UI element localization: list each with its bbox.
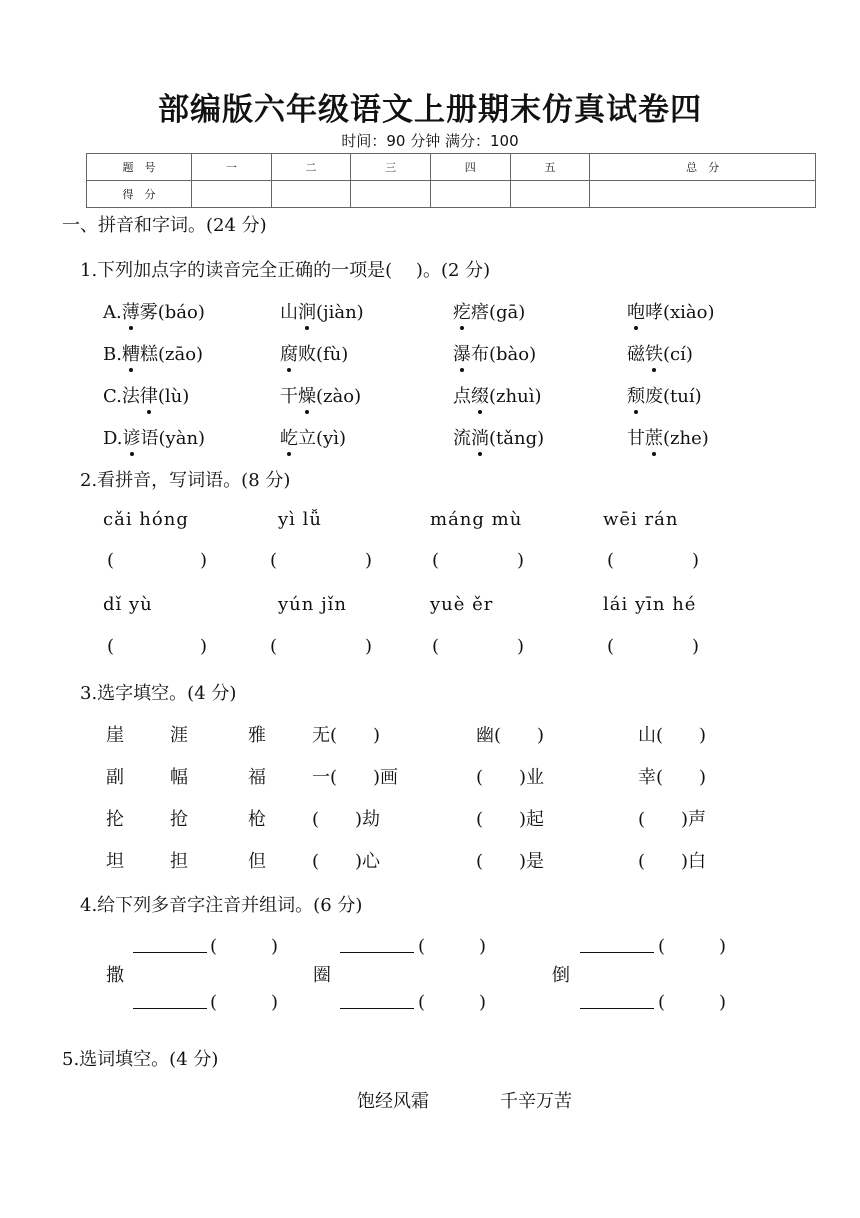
answer-input[interactable] bbox=[448, 548, 513, 574]
choice-char: 涯 bbox=[170, 725, 188, 746]
answer-input[interactable] bbox=[286, 548, 361, 574]
choice-char: 福 bbox=[248, 767, 266, 788]
word-paren[interactable]: ( ) bbox=[658, 992, 727, 1013]
score-entry-cell[interactable] bbox=[192, 181, 272, 208]
score-table-cell: 四 bbox=[430, 154, 510, 181]
option-rest: 瘩(gā) bbox=[471, 302, 526, 323]
option-rest: 语(yàn) bbox=[140, 428, 206, 449]
option-item bbox=[627, 424, 709, 450]
option-prefix: 干 bbox=[280, 386, 298, 407]
fill-blank[interactable]: ( )业 bbox=[476, 767, 545, 788]
answer-paren-close: ) bbox=[692, 550, 700, 571]
fill-blank[interactable]: 无( ) bbox=[312, 725, 381, 746]
score-entry-cell[interactable] bbox=[271, 181, 351, 208]
score-entry-cell[interactable] bbox=[430, 181, 510, 208]
option-rest: (tǎng) bbox=[489, 428, 545, 449]
choice-char: 抢 bbox=[170, 809, 188, 830]
pinyin-prompt: dǐ yù bbox=[103, 594, 153, 615]
dotted-char: 颓 bbox=[627, 382, 645, 408]
answer-paren-open: ( bbox=[607, 550, 615, 571]
option-rest: 败(fù) bbox=[298, 344, 349, 365]
answer-paren-close: ) bbox=[200, 636, 208, 657]
question-stem: 3.选字填空。(4 分) bbox=[80, 683, 237, 704]
option-rest: (zào) bbox=[316, 386, 362, 407]
option-rest: (lù) bbox=[157, 386, 190, 407]
pinyin-blank[interactable] bbox=[580, 990, 654, 1009]
option-prefix: 点 bbox=[453, 386, 471, 407]
dotted-char: 腐 bbox=[280, 340, 298, 366]
option-item bbox=[280, 298, 364, 324]
choice-char: 抡 bbox=[106, 809, 124, 830]
fill-blank[interactable]: 一( )画 bbox=[312, 767, 399, 788]
polyphone-char: 撒 bbox=[106, 965, 124, 986]
dotted-char: 薄 bbox=[122, 298, 140, 324]
word-paren[interactable]: ( ) bbox=[418, 936, 487, 957]
answer-paren-close: ) bbox=[200, 550, 208, 571]
option-item bbox=[280, 340, 348, 366]
word-paren[interactable]: ( ) bbox=[210, 992, 279, 1013]
option-rest: (zhe) bbox=[663, 428, 709, 449]
option-item bbox=[627, 298, 715, 324]
answer-input[interactable] bbox=[123, 548, 196, 574]
answer-paren-close: ) bbox=[517, 550, 525, 571]
polyphone-char: 圈 bbox=[313, 965, 331, 986]
option-item bbox=[627, 340, 693, 366]
pinyin-prompt: yuè ěr bbox=[430, 594, 494, 615]
score-table-score-row bbox=[87, 181, 816, 208]
choice-char: 幅 bbox=[170, 767, 188, 788]
score-entry-cell[interactable] bbox=[351, 181, 431, 208]
answer-paren-open: ( bbox=[107, 636, 115, 657]
section-heading: 一、拼音和字词。(24 分) bbox=[62, 215, 267, 236]
score-table bbox=[86, 153, 816, 208]
score-table-cell: 五 bbox=[510, 154, 590, 181]
fill-blank[interactable]: ( )白 bbox=[638, 851, 707, 872]
option-item bbox=[280, 424, 346, 450]
fill-blank[interactable]: ( )声 bbox=[638, 809, 707, 830]
word-paren[interactable]: ( ) bbox=[418, 992, 487, 1013]
pinyin-prompt: cǎi hóng bbox=[103, 509, 189, 530]
answer-paren-close: ) bbox=[365, 636, 373, 657]
option-prefix: D. bbox=[103, 428, 123, 449]
dotted-char: 缀 bbox=[471, 382, 489, 408]
answer-input[interactable] bbox=[623, 548, 688, 574]
fill-blank[interactable]: 山( ) bbox=[638, 725, 707, 746]
answer-paren-close: ) bbox=[692, 636, 700, 657]
dotted-char: 淌 bbox=[471, 424, 489, 450]
choice-char: 枪 bbox=[248, 809, 266, 830]
pinyin-blank[interactable] bbox=[133, 990, 207, 1009]
answer-paren-close: ) bbox=[517, 636, 525, 657]
answer-paren-open: ( bbox=[107, 550, 115, 571]
option-item bbox=[453, 298, 525, 324]
pinyin-blank[interactable] bbox=[340, 990, 414, 1009]
pinyin-prompt: yún jǐn bbox=[278, 594, 348, 615]
score-table-cell: 总 分 bbox=[590, 154, 816, 181]
score-table-cell: 得 分 bbox=[87, 181, 192, 208]
pinyin-prompt: yì lǚ bbox=[278, 509, 322, 530]
answer-paren-close: ) bbox=[365, 550, 373, 571]
answer-input[interactable] bbox=[123, 634, 196, 660]
score-table-header-row bbox=[87, 154, 816, 181]
option-item bbox=[103, 298, 205, 324]
option-rest: 废(tuí) bbox=[645, 386, 702, 407]
score-entry-cell[interactable] bbox=[510, 181, 590, 208]
option-rest: 哮(xiào) bbox=[645, 302, 715, 323]
word-paren[interactable]: ( ) bbox=[658, 936, 727, 957]
answer-input[interactable] bbox=[623, 634, 688, 660]
answer-paren-open: ( bbox=[432, 550, 440, 571]
option-prefix: A. bbox=[103, 302, 122, 323]
word-choice: 千辛万苦 bbox=[500, 1091, 572, 1112]
pinyin-blank[interactable] bbox=[133, 934, 207, 953]
fill-blank[interactable]: 幸( ) bbox=[638, 767, 707, 788]
option-item bbox=[280, 382, 361, 408]
dotted-char: 糟 bbox=[122, 340, 140, 366]
choice-char: 但 bbox=[248, 851, 266, 872]
option-item bbox=[103, 424, 205, 450]
option-item bbox=[103, 340, 203, 366]
dotted-char: 蔗 bbox=[645, 424, 663, 450]
pinyin-prompt: lái yīn hé bbox=[603, 594, 697, 615]
dotted-char: 燥 bbox=[298, 382, 316, 408]
fill-blank[interactable]: ( )劫 bbox=[312, 809, 381, 830]
option-rest: 立(yì) bbox=[298, 428, 346, 449]
dotted-char: 涧 bbox=[298, 298, 316, 324]
choice-char: 坦 bbox=[106, 851, 124, 872]
option-prefix: B. bbox=[103, 344, 122, 365]
answer-input[interactable] bbox=[286, 634, 361, 660]
option-rest: (jiàn) bbox=[316, 302, 364, 323]
fill-blank[interactable]: 幽( ) bbox=[476, 725, 545, 746]
choice-char: 雅 bbox=[248, 725, 266, 746]
pinyin-prompt: máng mù bbox=[430, 509, 523, 530]
dotted-char: 疙 bbox=[453, 298, 471, 324]
dotted-char: 瀑 bbox=[453, 340, 471, 366]
option-rest: (zhuì) bbox=[489, 386, 542, 407]
pinyin-blank[interactable] bbox=[340, 934, 414, 953]
word-paren[interactable]: ( ) bbox=[210, 936, 279, 957]
option-item bbox=[627, 382, 702, 408]
option-prefix: 山 bbox=[280, 302, 298, 323]
pinyin-prompt: wēi rán bbox=[603, 509, 679, 530]
option-item bbox=[453, 340, 536, 366]
option-item bbox=[453, 382, 541, 408]
score-table-cell: 题 号 bbox=[87, 154, 192, 181]
question-stem: 5.选词填空。(4 分) bbox=[62, 1049, 219, 1070]
option-rest: 雾(báo) bbox=[139, 302, 205, 323]
answer-paren-open: ( bbox=[270, 636, 278, 657]
choice-char: 崖 bbox=[106, 725, 124, 746]
option-rest: (cí) bbox=[663, 344, 693, 365]
option-prefix: 甘 bbox=[627, 428, 645, 449]
dotted-char: 咆 bbox=[627, 298, 645, 324]
option-rest: 糕(zāo) bbox=[139, 344, 204, 365]
score-entry-cell[interactable] bbox=[590, 181, 816, 208]
answer-paren-open: ( bbox=[432, 636, 440, 657]
answer-paren-open: ( bbox=[270, 550, 278, 571]
answer-input[interactable] bbox=[448, 634, 513, 660]
question-stem: 1.下列加点字的读音完全正确的一项是( )。(2 分) bbox=[80, 260, 491, 281]
question-stem: 2.看拼音，写词语。(8 分) bbox=[80, 470, 291, 491]
dotted-char: 屹 bbox=[280, 424, 298, 450]
choice-char: 副 bbox=[106, 767, 124, 788]
fill-blank[interactable]: ( )起 bbox=[476, 809, 545, 830]
score-table-cell: 二 bbox=[271, 154, 351, 181]
option-item bbox=[453, 424, 544, 450]
option-prefix: C.法 bbox=[103, 386, 140, 407]
page-title: 部编版六年级语文上册期末仿真试卷四 bbox=[158, 92, 702, 128]
option-prefix: 流 bbox=[453, 428, 471, 449]
polyphone-char: 倒 bbox=[552, 965, 570, 986]
option-rest: 布(bào) bbox=[471, 344, 537, 365]
answer-paren-open: ( bbox=[607, 636, 615, 657]
option-prefix: 磁 bbox=[627, 344, 645, 365]
word-choice: 饱经风霜 bbox=[357, 1091, 429, 1112]
fill-blank[interactable]: ( )是 bbox=[476, 851, 545, 872]
fill-blank[interactable]: ( )心 bbox=[312, 851, 381, 872]
exam-time-score: 时间：90 分钟 满分：100 bbox=[341, 132, 519, 150]
question-stem: 4.给下列多音字注音并组词。(6 分) bbox=[80, 895, 363, 916]
score-table-cell: 三 bbox=[351, 154, 431, 181]
score-table-cell: 一 bbox=[192, 154, 272, 181]
choice-char: 担 bbox=[170, 851, 188, 872]
dotted-char: 律 bbox=[140, 382, 158, 408]
dotted-char: 谚 bbox=[123, 424, 141, 450]
option-item bbox=[103, 382, 189, 408]
pinyin-blank[interactable] bbox=[580, 934, 654, 953]
dotted-char: 铁 bbox=[645, 340, 663, 366]
